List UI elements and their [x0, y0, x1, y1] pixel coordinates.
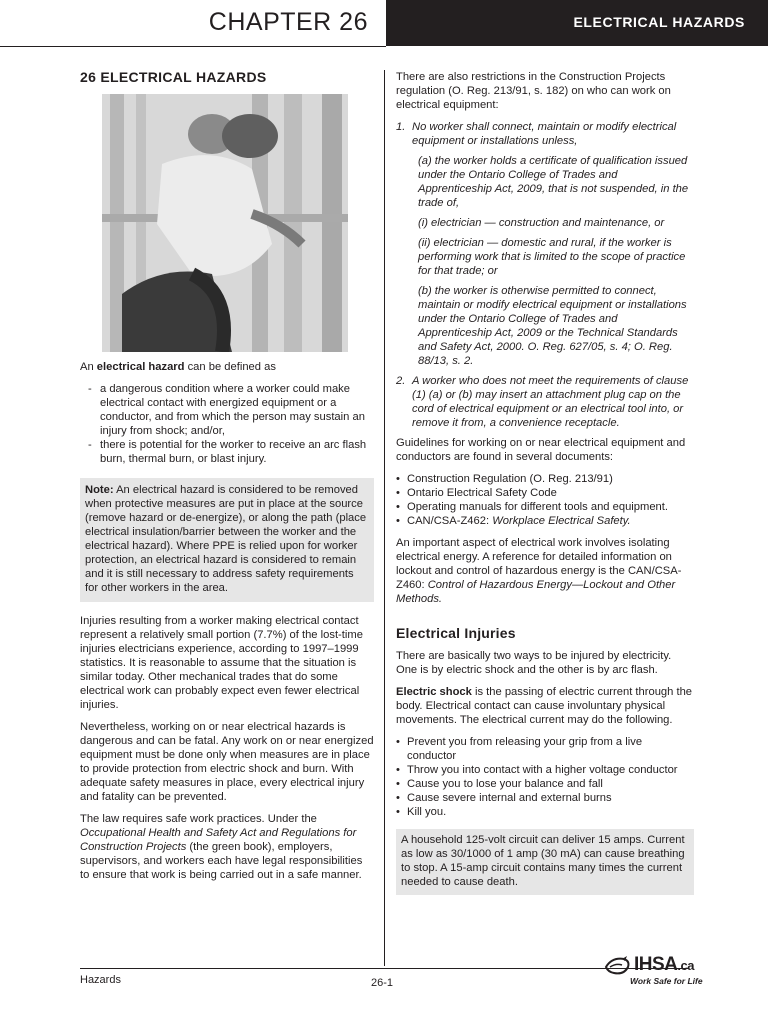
info-box-text: A household 125-volt circuit can deliver 15 amps. Current as low as 30/1000 of 1 amp (30 mA) can cause breathing to stop. A 15-amp circuit contains many times the current needed to cause death. — [401, 834, 685, 888]
list-item: • Cause you to lose your balance and fall — [396, 777, 694, 791]
chapter-header — [0, 0, 386, 47]
section-title: ELECTRICAL HAZARDS — [573, 14, 745, 30]
paragraph: The law requires safe work practices. Under the Occupational Health and Safety Act and Regulations for Construction Projects (the green book), employers, supervisors, and workers each have legal responsibilities to ensure that work is being carried out in a safe manner. — [80, 813, 363, 881]
list-item: • Ontario Electrical Safety Code — [396, 486, 694, 500]
logo-text: IHSA.ca — [634, 954, 694, 975]
document-list — [396, 472, 694, 528]
list-item: • Construction Regulation (O. Reg. 213/91) — [396, 472, 694, 486]
logo-tagline: Work Safe for Life — [630, 976, 703, 986]
column-divider — [384, 70, 385, 966]
info-box — [396, 829, 694, 895]
list-item: • Cause severe internal and external burns — [396, 791, 694, 805]
note-box — [80, 478, 374, 602]
paragraph: An important aspect of electrical work involves isolating electrical energy. A reference for detailed information on lockout and control of hazardous energy is the CAN/CSA-Z460: Control of Hazardous Energy—Lockout and Other Methods. — [396, 537, 682, 605]
list-item: • CAN/CSA-Z462: Workplace Electrical Safety. — [396, 514, 694, 528]
regulation-subitem: (i) electrician — construction and maintenance, or — [418, 217, 665, 229]
list-item: - there is potential for the worker to receive an arc flash burn, thermal burn, or blast injury. — [88, 438, 374, 466]
ihsa-logo-icon — [604, 955, 632, 977]
section-header-bar — [386, 0, 768, 46]
regulation-item: 1. No worker shall connect, maintain or modify electrical equipment or installations unless, — [396, 121, 677, 147]
paragraph: Injuries resulting from a worker making electrical contact represent a relatively small portion (7.7%) of the lost-time injuries electricians experience, according to 1997–1999 statistics. It is reasonable to assume that the situation is similar today. Other mechanical trades that do some electrical work can probably expect even fewer electrical injuries. — [80, 615, 363, 711]
chapter-title: CHAPTER 26 — [208, 8, 368, 36]
page-title: 26 ELECTRICAL HAZARDS — [80, 69, 267, 85]
definition-intro: An electrical hazard can be defined as — [80, 361, 276, 373]
regulation-subitem: (ii) electrician — domestic and rural, if the worker is performing work that is limited to the scope of practice for that trade; or — [418, 237, 686, 277]
list-item: - a dangerous condition where a worker could make electrical contact with energized equipment or a conductor, and from which the person may sustain an injury from shock; and/or, — [88, 382, 374, 438]
paragraph: Electric shock is the passing of electric current through the body. Electrical contact can cause involuntary physical movements. The electrical current may do the following. — [396, 686, 693, 726]
regulation-quote — [396, 120, 694, 430]
footer-rule — [80, 968, 688, 969]
electrician-photo — [102, 94, 348, 352]
regulation-subitem: (b) the worker is otherwise permitted to connect, maintain or modify electrical equipment or installations under the Ontario College of Trades and Apprenticeship Act, 2009 or the Technical Standards and Safety Act, 2000. O. Reg. 627/05, s. 4; O. Reg. 88/13, s. 2. — [418, 285, 687, 367]
effects-list — [396, 735, 694, 819]
note-text: Note: An electrical hazard is considered to be removed when protective measures are put in place at the source (remove hazard or de-energize), or along the path (place electrical insulation/barrier between the worker and the electrical hazard). Where PPE is relied upon for worker protection, an electrical hazard is considered to remain and it is still necessary to address safety requirements for other workers in the area. — [85, 484, 367, 594]
subheading: Electrical Injuries — [396, 625, 516, 641]
paragraph: Nevertheless, working on or near electrical hazards is dangerous and can be fatal. Any work on or near energized equipment must be done only when measures are in place to provide protection from electric shock and burn. With adequate safety measures in place, every electrical injury and fatality can be prevented. — [80, 721, 374, 803]
list-item: • Throw you into contact with a higher voltage conductor — [396, 763, 694, 777]
list-item: • Kill you. — [396, 805, 694, 819]
left-column — [80, 70, 374, 890]
paragraph: There are also restrictions in the Construction Projects regulation (O. Reg. 213/91, s. 182) on who can work on electrical equipment: — [396, 71, 671, 111]
definition-list — [80, 382, 374, 466]
list-item: • Operating manuals for different tools and equipment. — [396, 500, 694, 514]
right-column — [396, 70, 694, 895]
regulation-item: 2. A worker who does not meet the requirements of clause (1) (a) or (b) may insert an attachment plug cap on the cord of electrical equipment or an electrical tool into, or remove it from, a convenience receptacle. — [396, 375, 689, 429]
ihsa-logo — [604, 952, 712, 988]
paragraph: Guidelines for working on or near electrical equipment and conductors are found in several documents: — [396, 437, 686, 463]
regulation-subitem: (a) the worker holds a certificate of qualification issued under the Ontario College of Trades and Apprenticeship Act, 2009, that is not suspended, in the trade of, — [418, 155, 689, 209]
list-item: • Prevent you from releasing your grip from a live conductor — [396, 735, 694, 763]
paragraph: There are basically two ways to be injured by electricity. One is by electric shock and the other is by arc flash. — [396, 650, 672, 676]
page-number: 26-1 — [371, 977, 394, 989]
footer-section: Hazards — [80, 974, 121, 986]
